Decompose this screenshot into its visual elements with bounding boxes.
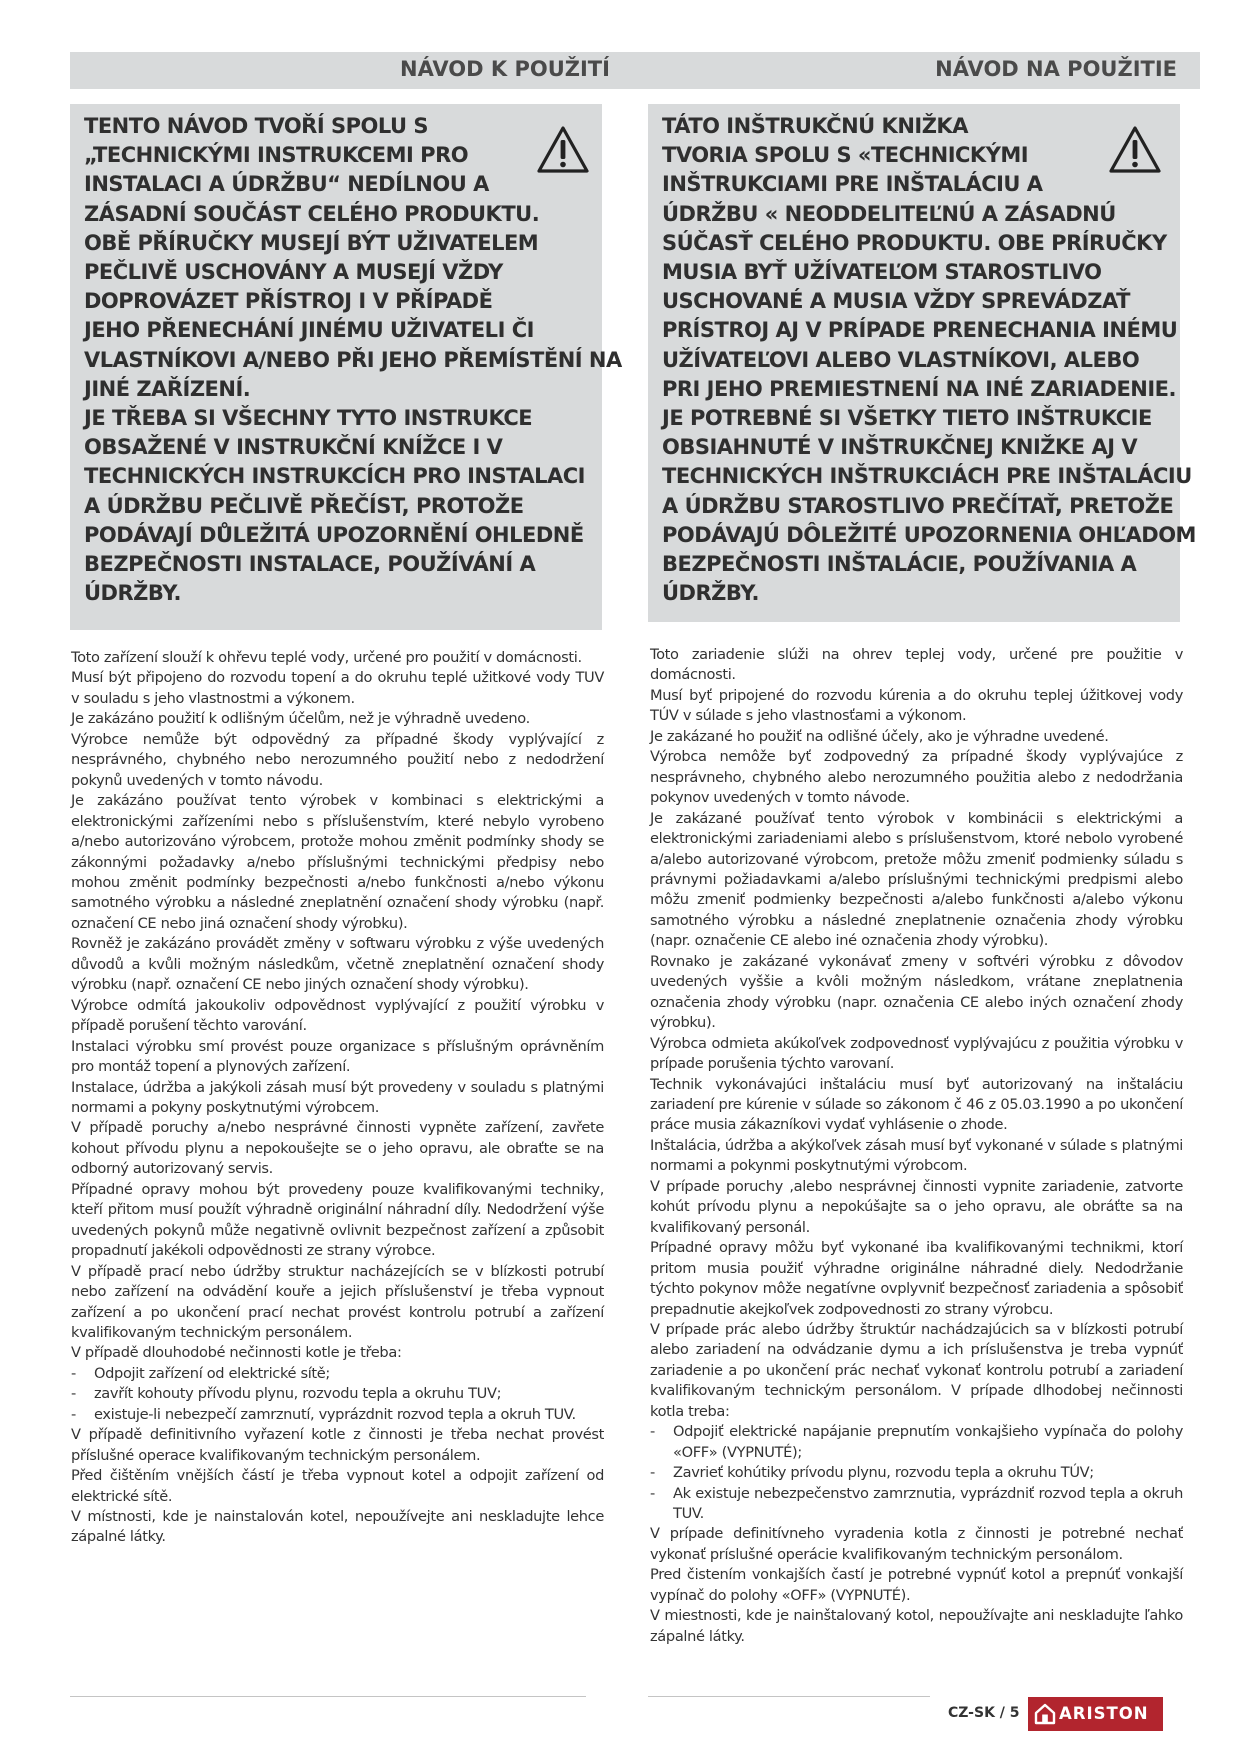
warning-line: JEHO PŘENECHÁNÍ JINÉMU UŽIVATELI ČI	[84, 318, 534, 343]
paragraph: Toto zařízení slouží k ohřevu teplé vody, určené pro použití v domácnosti.	[71, 649, 582, 666]
paragraph: Prípadné opravy môžu byť vykonané iba kvalifikovanými technikmi, ktorí pritom musia použiť výhradne originálne náhradné diely. Nedodržanie týchto pokynov môže negatívne ovplyvniť bezpečnosť zariadenia a spôsobiť prepadnutie akejkoľvek zodpovednosti zo strany výrobcu.	[650, 1239, 1183, 1318]
paragraph: Rovnako je zakázané vykonávať zmeny v softvéri výrobku z dôvodov uvedených vyššie a kvôli možným následkom, vrátane zneplatnenia označenia zhody výrobku (napr. označenia CE alebo iných označení zhody výrobku).	[650, 952, 1183, 1032]
warning-line: USCHOVANÉ A MUSIA VŽDY SPREVÁDZAŤ	[662, 289, 1130, 314]
paragraph: V prípade prác alebo údržby štruktúr nachádzajúcich sa v blízkosti potrubí alebo zariadení na odvádzanie dymu a ich príslušenstva je treba vypnúť zariadenie a po ukončení prác nechať vykonať kontrolu potrubí a zariadení kvalifikovaným technickým personálom. V prípade dlhodobej nečinnosti kotla treba:	[650, 1320, 1183, 1420]
paragraph: Rovněž je zakázáno provádět změny v softwaru výrobku z výše uvedených důvodů a kvůli možným následkům, včetně zneplatnění označení shody výrobku (např. označení CE nebo jiných označení shody výrobku).	[71, 935, 604, 994]
list-item: - zavřít kohouty přívodu plynu, rozvodu tepla a okruhu TUV;	[71, 1384, 604, 1404]
warning-line: OBSAŽENÉ V INSTRUKČNÍ KNÍŽCE I V	[84, 435, 503, 460]
paragraph: Před čištěním vnějších částí je třeba vypnout kotel a odpojit zařízení od elektrické sítě.	[71, 1467, 604, 1505]
warning-box-cz	[70, 104, 622, 630]
paragraph: V případě definitivního vyřazení kotle z činnosti je třeba nechat provést příslušné operace kvalifikovaným technickým personálem.	[71, 1426, 604, 1464]
warning-line: TVORIA SPOLU S «TECHNICKÝMI	[662, 143, 1029, 168]
warning-line: INSTALACI A ÚDRŽBU“ NEDÍLNOU A	[84, 172, 489, 197]
warning-line: MUSIA BYŤ UŽÍVATEĽOM STAROSTLIVO	[662, 260, 1102, 285]
brand-name: ARISTON	[1059, 1704, 1149, 1723]
header-title-cz: NÁVOD K POUŽITÍ	[400, 57, 610, 81]
paragraph: Musí být připojeno do rozvodu topení a do okruhu teplé užitkové vody TUV v souladu s jeho vlastnostmi a výkonem.	[71, 669, 604, 707]
warning-line: TECHNICKÝCH INSTRUKCÍCH PRO INSTALACI	[84, 464, 585, 489]
warning-line: BEZPEČNOSTI INŠTALÁCIE, POUŽÍVANIA A	[662, 552, 1137, 577]
paragraph: Je zakázané ho použiť na odlišné účely, ako je výhradne uvedené.	[650, 727, 1109, 745]
warning-line: JINÉ ZAŘÍZENÍ.	[84, 376, 251, 401]
warning-line: PRÍSTROJ AJ V PRÍPADE PRENECHANIA INÉMU	[662, 318, 1178, 343]
paragraph: V prípade poruchy ,alebo nesprávnej činnosti vypnite zariadenie, zatvorte kohút prívodu plynu a nepokúšajte sa o jeho opravu, ale obráťte sa na kvalifikovaný personál.	[650, 1177, 1183, 1236]
warning-line: PEČLIVĚ USCHOVÁNY A MUSEJÍ VŽDY	[84, 260, 503, 285]
paragraph: Výrobce nemůže být odpovědný za případné škody vyplývající z nesprávného, chybného nebo nerozumného použití nebo z nedodržení pokynů uvedených v tomto návodu.	[71, 730, 604, 789]
paragraph: V miestnosti, kde je nainštalovaný kotol, nepoužívajte ani neskladujte ľahko zápalné látky.	[650, 1607, 1183, 1645]
warning-text-sk	[662, 112, 1196, 608]
warning-box-sk	[648, 104, 1196, 622]
shutdown-steps-list	[71, 1364, 604, 1425]
paragraph: Inštalácia, údržba a akýkoľvek zásah musí byť vykonané v súlade s platnými normami a pokynmi poskytnutými výrobcom.	[650, 1136, 1184, 1175]
warning-line: PODÁVAJÍ DŮLEŽITÁ UPOZORNĚNÍ OHLEDNĚ	[84, 522, 584, 547]
warning-line: A ÚDRŽBU PEČLIVĚ PŘEČÍST, PROTOŽE	[84, 493, 524, 518]
warning-line: TECHNICKÝCH INŠTRUKCIÁCH PRE INŠTALÁCIU	[662, 464, 1192, 489]
paragraph: V případě prací nebo údržby struktur nacházejících se v blízkosti potrubí nebo zařízení na odvádění kouře a jejich příslušenství je třeba vypnout zařízení a po ukončení prací nechat provést kontrolu potrubí a zařízení kvalifikovaným technickým personálem.	[71, 1262, 604, 1341]
body-text-cz	[71, 648, 604, 1548]
warning-line: INŠTRUKCIAMI PRE INŠTALÁCIU A	[662, 172, 1043, 197]
header-title-sk: NÁVOD NA POUŽITIE	[935, 57, 1177, 81]
shutdown-steps-list	[650, 1422, 1183, 1524]
page-number: CZ-SK / 5	[948, 1705, 1020, 1721]
paragraph: Je zakázáno používat tento výrobek v kombinaci s elektrickými a elektronickými zařízeními nebo s příslušenstvím, které nebylo vyrobeno a/nebo autorizováno výrobcem, protože mohou změnit podmínky shody se zákonnými požadavky a/nebo příslušnými technickými předpisy nebo mohou změnit podmínky bezpečnosti a/nebo funkčnosti a/nebo výkonu samotného výrobku a následné zneplatnění označení shody výrobku (např. označení CE nebo jiná označení shody výrobku).	[71, 792, 604, 932]
paragraph: Toto zariadenie slúži na ohrev teplej vody, určené pre použitie v domácnosti.	[650, 646, 1183, 684]
warning-line: UŽÍVATEĽOVI ALEBO VLASTNÍKOVI, ALEBO	[662, 347, 1140, 372]
warning-line: JE POTREBNÉ SI VŠETKY TIETO INŠTRUKCIE	[662, 406, 1152, 431]
paragraph: Musí byť pripojené do rozvodu kúrenia a do okruhu teplej úžitkovej vody TÚV v súlade s jeho vlastnosťami a výkonom.	[650, 686, 1183, 725]
warning-line: OBSIAHNUTÉ V INŠTRUKČNEJ KNIŽKE AJ V	[662, 435, 1138, 460]
list-item: - existuje-li nebezpečí zamrznutí, vyprázdnit rozvod tepla a okruh TUV.	[71, 1405, 604, 1425]
paragraph: Instalace, údržba a jakýkoli zásah musí být provedeny v souladu s platnými normami a pokyny poskytnutými výrobcem.	[71, 1078, 604, 1116]
warning-line: ZÁSADNÍ SOUČÁST CELÉHO PRODUKTU.	[84, 201, 540, 226]
warning-line: DOPROVÁZET PŘÍSTROJ I V PŘÍPADĚ	[84, 289, 493, 314]
paragraph: Instalaci výrobku smí provést pouze organizace s příslušným oprávněním pro montáž topení a plynových zařízení.	[71, 1037, 604, 1076]
warning-triangle-icon	[536, 125, 590, 175]
paragraph: Výrobca nemôže byť zodpovedný za prípadné škody vyplývajúce z nesprávneho, chybného alebo nerozumného použitia alebo z nedodržania pokynov uvedených v tomto návode.	[650, 748, 1183, 807]
warning-line: SÚČASŤ CELÉHO PRODUKTU. OBE PRÍRUČKY	[662, 230, 1167, 255]
warning-line: BEZPEČNOSTI INSTALACE, POUŽÍVÁNÍ A	[84, 552, 536, 577]
list-item: - Odpojiť elektrické napájanie prepnutím vonkajšieho vypínača do polohy «OFF» (VYPNUTÉ);	[650, 1422, 1183, 1463]
warning-line: ÚDRŽBU « NEODDELITEĽNÚ A ZÁSADNÚ	[662, 201, 1116, 226]
paragraph: Výrobca odmieta akúkoľvek zodpovednosť vyplývajúcu z použitia výrobku v prípade porušenia týchto varovaní.	[650, 1034, 1183, 1073]
paragraph: Je zakázané používať tento výrobok v kombinácii s elektrickými a elektronickými zariadeniami alebo s príslušenstvom, ktoré nebolo vyrobené a/alebo autorizované výrobcom, pretože môžu zmeniť podmienky súladu s právnymi požiadavkami a/alebo príslušnými technickými predpismi alebo môžu zmeniť podmienky bezpečnosti a/alebo funkčnosti a/alebo výkonu samotného výrobku a následné zneplatnenie označenia zhody výrobku (napr. označenie CE alebo iné označenia zhody výrobku).	[650, 809, 1183, 950]
warning-line: „TECHNICKÝMI INSTRUKCEMI PRO	[84, 143, 469, 168]
warning-line: TENTO NÁVOD TVOŘÍ SPOLU S	[84, 114, 428, 138]
paragraph: V případě dlouhodobé nečinnosti kotle je třeba:	[71, 1344, 402, 1362]
warning-line: VLASTNÍKOVI A/NEBO PŘI JEHO PŘEMÍSTĚNÍ NA	[84, 347, 622, 372]
warning-line: ÚDRŽBY.	[84, 581, 181, 606]
warning-line: PRI JEHO PREMIESTNENÍ NA INÉ ZARIADENIE.	[662, 376, 1177, 401]
footer-divider	[70, 1696, 586, 1697]
house-icon	[1034, 1703, 1056, 1725]
paragraph: Případné opravy mohou být provedeny pouze kvalifikovanými techniky, kteří přitom musí použít výhradně originální náhradní díly. Nedodržení výše uvedených pokynů může negativně ovlivnit bezpečnost zařízení a způsobit propadnutí jakékoli odpovědnosti ze strany výrobce.	[71, 1180, 604, 1260]
paragraph: Je zakázáno použití k odlišným účelům, než je výhradně uvedeno.	[71, 710, 530, 728]
paragraph: V případě poruchy a/nebo nesprávné činnosti vypněte zařízení, zavřete kohout přívodu plynu a nepokoušejte se o jeho opravu, ale obraťte se na odborný autorizovaný servis.	[71, 1119, 604, 1178]
warning-line: A ÚDRŽBU STAROSTLIVO PREČÍTAŤ, PRETOŽE	[662, 493, 1174, 518]
footer-divider	[648, 1696, 930, 1697]
list-item: - Odpojit zařízení od elektrické sítě;	[71, 1364, 604, 1384]
paragraph: V prípade definitívneho vyradenia kotla z činnosti je potrebné nechať vykonať príslušné operácie kvalifikovaným technickým personálom.	[650, 1525, 1183, 1563]
list-item: - Zavrieť kohútiky prívodu plynu, rozvodu tepla a okruhu TÚV;	[650, 1463, 1183, 1483]
warning-triangle-icon	[1108, 125, 1162, 175]
warning-line: OBĚ PŘÍRUČKY MUSEJÍ BÝT UŽIVATELEM	[84, 230, 539, 255]
paragraph: Pred čistením vonkajších častí je potrebné vypnúť kotol a prepnúť vonkajší vypínač do polohy «OFF» (VYPNUTÉ).	[650, 1566, 1183, 1604]
paragraph: V místnosti, kde je nainstalován kotel, nepoužívejte ani neskladujte lehce zápalné látky.	[71, 1508, 604, 1546]
list-item: - Ak existuje nebezpečenstvo zamrznutia, vyprázdniť rozvod tepla a okruh TUV.	[650, 1484, 1183, 1525]
ariston-logo	[1028, 1697, 1163, 1731]
paragraph: Technik vykonávajúci inštaláciu musí byť autorizovaný na inštaláciu zariadení pre kúrenie v súlade so zákonom č 46 z 05.03.1990 a po ukončení práce musia zákazníkovi vydať vyhlásenie o zhode.	[650, 1075, 1183, 1134]
warning-line: TÁTO INŠTRUKČNÚ KNIŽKA	[662, 114, 968, 138]
warning-text-cz	[84, 112, 622, 608]
paragraph: Výrobce odmítá jakoukoliv odpovědnost vyplývající z použití výrobku v případě porušení těchto varování.	[71, 996, 604, 1035]
warning-line: JE TŘEBA SI VŠECHNY TYTO INSTRUKCE	[84, 406, 533, 431]
warning-line: ÚDRŽBY.	[662, 581, 759, 606]
warning-line: PODÁVAJÚ DÔLEŽITÉ UPOZORNENIA OHĽADOM	[662, 522, 1196, 547]
body-text-sk	[650, 645, 1183, 1647]
